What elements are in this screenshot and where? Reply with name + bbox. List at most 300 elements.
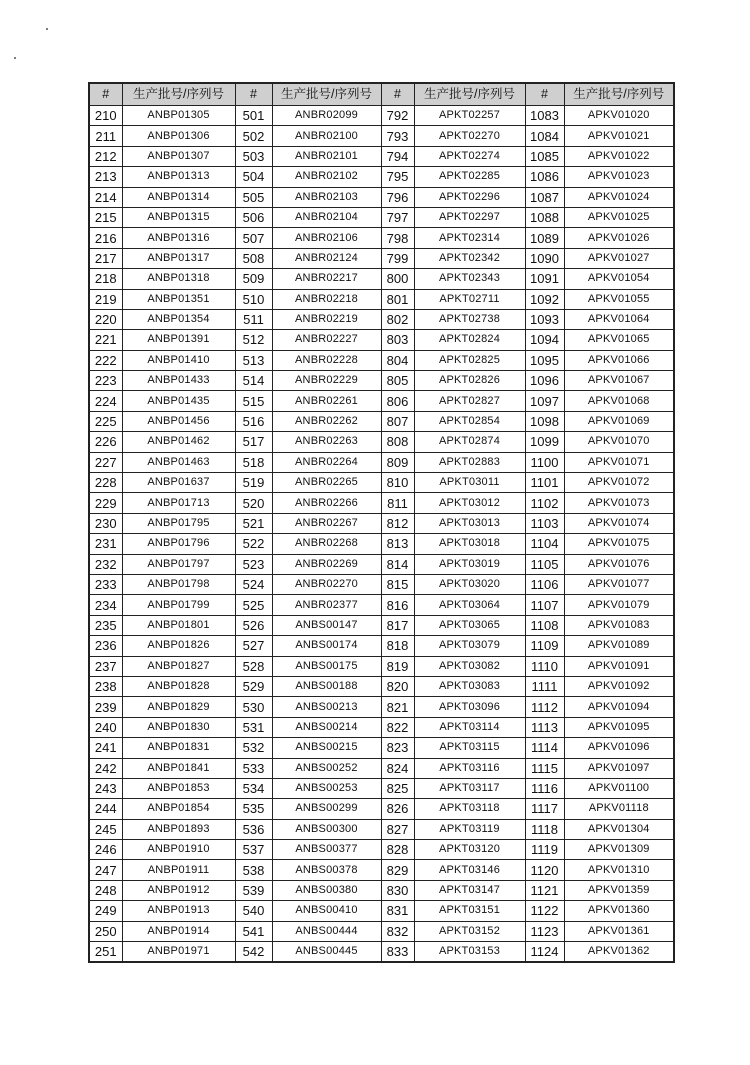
row-number-cell: 1093 [525, 309, 564, 329]
batch-serial-cell: ANBP01797 [122, 554, 235, 574]
table-row [89, 473, 674, 493]
row-number-cell: 1094 [525, 330, 564, 350]
table-header-row [89, 83, 674, 106]
row-number-cell: 825 [381, 778, 414, 798]
row-number-cell: 227 [89, 452, 122, 472]
row-number-cell: 1088 [525, 207, 564, 227]
batch-serial-cell: APKV01025 [564, 207, 674, 227]
batch-serial-cell: APKV01079 [564, 595, 674, 615]
row-number-cell: 1116 [525, 778, 564, 798]
batch-serial-cell: ANBS00378 [272, 860, 381, 880]
header-number: # [525, 83, 564, 106]
batch-serial-cell: APKV01027 [564, 248, 674, 268]
table-row [89, 330, 674, 350]
batch-serial-cell: APKV01361 [564, 921, 674, 941]
row-number-cell: 520 [235, 493, 272, 513]
batch-serial-cell: APKV01083 [564, 615, 674, 635]
batch-serial-cell: ANBP01391 [122, 330, 235, 350]
row-number-cell: 540 [235, 901, 272, 921]
row-number-cell: 514 [235, 371, 272, 391]
batch-serial-cell: APKV01023 [564, 167, 674, 187]
row-number-cell: 237 [89, 656, 122, 676]
row-number-cell: 1109 [525, 636, 564, 656]
row-number-cell: 537 [235, 840, 272, 860]
row-number-cell: 235 [89, 615, 122, 635]
batch-serial-cell: APKT03152 [414, 921, 525, 941]
batch-serial-cell: APKV01097 [564, 758, 674, 778]
row-number-cell: 238 [89, 676, 122, 696]
row-number-cell: 542 [235, 942, 272, 963]
row-number-cell: 1112 [525, 697, 564, 717]
batch-serial-cell: APKT03064 [414, 595, 525, 615]
table-row [89, 799, 674, 819]
batch-serial-cell: APKT03013 [414, 513, 525, 533]
batch-serial-cell: ANBP01351 [122, 289, 235, 309]
batch-serial-cell: ANBP01410 [122, 350, 235, 370]
row-number-cell: 524 [235, 574, 272, 594]
row-number-cell: 528 [235, 656, 272, 676]
row-number-cell: 507 [235, 228, 272, 248]
row-number-cell: 1114 [525, 738, 564, 758]
row-number-cell: 530 [235, 697, 272, 717]
row-number-cell: 1123 [525, 921, 564, 941]
row-number-cell: 525 [235, 595, 272, 615]
row-number-cell: 211 [89, 126, 122, 146]
batch-serial-cell: ANBP01826 [122, 636, 235, 656]
row-number-cell: 527 [235, 636, 272, 656]
row-number-cell: 828 [381, 840, 414, 860]
batch-serial-cell: ANBP01912 [122, 880, 235, 900]
row-number-cell: 824 [381, 758, 414, 778]
batch-serial-cell: ANBR02269 [272, 554, 381, 574]
table-row [89, 309, 674, 329]
row-number-cell: 213 [89, 167, 122, 187]
batch-serial-cell: ANBS00252 [272, 758, 381, 778]
batch-serial-cell: APKT02883 [414, 452, 525, 472]
row-number-cell: 244 [89, 799, 122, 819]
row-number-cell: 248 [89, 880, 122, 900]
batch-serial-cell: APKT03083 [414, 676, 525, 696]
batch-serial-cell: ANBP01831 [122, 738, 235, 758]
batch-serial-cell: ANBR02228 [272, 350, 381, 370]
row-number-cell: 793 [381, 126, 414, 146]
row-number-cell: 1110 [525, 656, 564, 676]
row-number-cell: 1113 [525, 717, 564, 737]
batch-serial-cell: ANBP01637 [122, 473, 235, 493]
batch-serial-cell: ANBR02218 [272, 289, 381, 309]
batch-serial-cell: ANBS00444 [272, 921, 381, 941]
row-number-cell: 503 [235, 146, 272, 166]
batch-serial-cell: ANBS00215 [272, 738, 381, 758]
batch-serial-cell: APKT02738 [414, 309, 525, 329]
row-number-cell: 808 [381, 432, 414, 452]
batch-serial-cell: APKT03018 [414, 534, 525, 554]
batch-serial-cell: APKV01074 [564, 513, 674, 533]
batch-serial-cell: ANBP01913 [122, 901, 235, 921]
row-number-cell: 1111 [525, 676, 564, 696]
table-row [89, 146, 674, 166]
row-number-cell: 1083 [525, 106, 564, 126]
row-number-cell: 531 [235, 717, 272, 737]
batch-serial-cell: ANBP01911 [122, 860, 235, 880]
batch-serial-cell: ANBP01354 [122, 309, 235, 329]
row-number-cell: 827 [381, 819, 414, 839]
row-number-cell: 518 [235, 452, 272, 472]
scan-speck [46, 28, 48, 30]
row-number-cell: 509 [235, 269, 272, 289]
batch-serial-cell: ANBP01971 [122, 942, 235, 963]
row-number-cell: 505 [235, 187, 272, 207]
batch-serial-cell: ANBP01893 [122, 819, 235, 839]
table-row [89, 717, 674, 737]
batch-serial-cell: ANBR02268 [272, 534, 381, 554]
batch-serial-cell: APKT03019 [414, 554, 525, 574]
batch-serial-cell: APKV01064 [564, 309, 674, 329]
batch-serial-cell: ANBS00377 [272, 840, 381, 860]
table-row [89, 921, 674, 941]
row-number-cell: 820 [381, 676, 414, 696]
batch-serial-cell: ANBP01796 [122, 534, 235, 554]
row-number-cell: 809 [381, 452, 414, 472]
batch-serial-cell: APKV01026 [564, 228, 674, 248]
batch-serial-cell: APKV01309 [564, 840, 674, 860]
row-number-cell: 805 [381, 371, 414, 391]
row-number-cell: 814 [381, 554, 414, 574]
batch-serial-cell: APKT03119 [414, 819, 525, 839]
table-row [89, 656, 674, 676]
batch-serial-cell: ANBP01462 [122, 432, 235, 452]
batch-serial-cell: APKT02342 [414, 248, 525, 268]
table-row [89, 574, 674, 594]
batch-serial-cell: APKT02826 [414, 371, 525, 391]
row-number-cell: 1095 [525, 350, 564, 370]
row-number-cell: 242 [89, 758, 122, 778]
table-row [89, 778, 674, 798]
batch-serial-cell: ANBP01318 [122, 269, 235, 289]
batch-serial-cell: ANBS00214 [272, 717, 381, 737]
batch-serial-cell: ANBS00147 [272, 615, 381, 635]
batch-serial-cell: APKV01362 [564, 942, 674, 963]
batch-serial-cell: APKV01065 [564, 330, 674, 350]
row-number-cell: 515 [235, 391, 272, 411]
row-number-cell: 541 [235, 921, 272, 941]
batch-serial-cell: APKT03151 [414, 901, 525, 921]
batch-serial-cell: APKV01054 [564, 269, 674, 289]
row-number-cell: 534 [235, 778, 272, 798]
batch-serial-cell: ANBP01313 [122, 167, 235, 187]
batch-serial-cell: ANBP01306 [122, 126, 235, 146]
row-number-cell: 234 [89, 595, 122, 615]
table-body [89, 106, 674, 963]
batch-serial-cell: ANBR02100 [272, 126, 381, 146]
batch-serial-cell: APKV01094 [564, 697, 674, 717]
table-row [89, 901, 674, 921]
row-number-cell: 220 [89, 309, 122, 329]
batch-serial-cell: ANBP01456 [122, 411, 235, 431]
table-row [89, 452, 674, 472]
batch-serial-cell: ANBS00174 [272, 636, 381, 656]
row-number-cell: 806 [381, 391, 414, 411]
batch-serial-cell: ANBP01914 [122, 921, 235, 941]
row-number-cell: 1106 [525, 574, 564, 594]
batch-serial-cell: ANBR02219 [272, 309, 381, 329]
batch-serial-cell: APKV01073 [564, 493, 674, 513]
batch-serial-cell: ANBP01798 [122, 574, 235, 594]
row-number-cell: 815 [381, 574, 414, 594]
row-number-cell: 251 [89, 942, 122, 963]
table-row [89, 493, 674, 513]
batch-serial-cell: ANBR02266 [272, 493, 381, 513]
row-number-cell: 803 [381, 330, 414, 350]
row-number-cell: 245 [89, 819, 122, 839]
row-number-cell: 535 [235, 799, 272, 819]
row-number-cell: 1098 [525, 411, 564, 431]
batch-serial-cell: APKT03120 [414, 840, 525, 860]
row-number-cell: 1090 [525, 248, 564, 268]
batch-serial-cell: ANBP01829 [122, 697, 235, 717]
row-number-cell: 833 [381, 942, 414, 963]
row-number-cell: 811 [381, 493, 414, 513]
batch-serial-cell: APKT02314 [414, 228, 525, 248]
batch-serial-cell: ANBP01314 [122, 187, 235, 207]
row-number-cell: 241 [89, 738, 122, 758]
row-number-cell: 250 [89, 921, 122, 941]
row-number-cell: 216 [89, 228, 122, 248]
row-number-cell: 1084 [525, 126, 564, 146]
batch-serial-cell: APKT02825 [414, 350, 525, 370]
batch-serial-cell: APKT03096 [414, 697, 525, 717]
row-number-cell: 800 [381, 269, 414, 289]
row-number-cell: 519 [235, 473, 272, 493]
row-number-cell: 826 [381, 799, 414, 819]
table-row [89, 411, 674, 431]
batch-serial-cell: APKT03118 [414, 799, 525, 819]
batch-serial-cell: APKV01077 [564, 574, 674, 594]
table-row [89, 819, 674, 839]
batch-serial-cell: ANBP01795 [122, 513, 235, 533]
batch-serial-cell: APKV01072 [564, 473, 674, 493]
row-number-cell: 819 [381, 656, 414, 676]
table-row [89, 126, 674, 146]
batch-serial-cell: ANBR02103 [272, 187, 381, 207]
batch-serial-cell: ANBR02270 [272, 574, 381, 594]
row-number-cell: 798 [381, 228, 414, 248]
table-row [89, 167, 674, 187]
row-number-cell: 232 [89, 554, 122, 574]
batch-serial-cell: ANBR02102 [272, 167, 381, 187]
row-number-cell: 501 [235, 106, 272, 126]
batch-serial-cell: ANBS00410 [272, 901, 381, 921]
batch-serial-cell: ANBP01854 [122, 799, 235, 819]
row-number-cell: 1124 [525, 942, 564, 963]
table-row [89, 738, 674, 758]
row-number-cell: 1100 [525, 452, 564, 472]
table-row [89, 432, 674, 452]
row-number-cell: 797 [381, 207, 414, 227]
row-number-cell: 1101 [525, 473, 564, 493]
batch-serial-cell: ANBR02261 [272, 391, 381, 411]
row-number-cell: 796 [381, 187, 414, 207]
row-number-cell: 221 [89, 330, 122, 350]
row-number-cell: 1117 [525, 799, 564, 819]
row-number-cell: 1086 [525, 167, 564, 187]
batch-serial-cell: APKV01310 [564, 860, 674, 880]
row-number-cell: 1085 [525, 146, 564, 166]
batch-serial-cell: APKT03153 [414, 942, 525, 963]
row-number-cell: 1099 [525, 432, 564, 452]
batch-serial-table [88, 82, 675, 963]
row-number-cell: 522 [235, 534, 272, 554]
batch-serial-cell: ANBR02263 [272, 432, 381, 452]
row-number-cell: 1092 [525, 289, 564, 309]
table-row [89, 860, 674, 880]
batch-serial-cell: APKV01076 [564, 554, 674, 574]
row-number-cell: 236 [89, 636, 122, 656]
batch-serial-cell: APKV01021 [564, 126, 674, 146]
batch-serial-cell: ANBP01316 [122, 228, 235, 248]
row-number-cell: 794 [381, 146, 414, 166]
batch-serial-cell: ANBP01305 [122, 106, 235, 126]
batch-serial-cell: ANBR02267 [272, 513, 381, 533]
table-row [89, 106, 674, 126]
batch-serial-cell: APKT02343 [414, 269, 525, 289]
batch-serial-cell: APKT02297 [414, 207, 525, 227]
table-row [89, 207, 674, 227]
batch-serial-cell: APKT03116 [414, 758, 525, 778]
row-number-cell: 225 [89, 411, 122, 431]
batch-serial-cell: APKT03117 [414, 778, 525, 798]
batch-serial-cell: ANBS00188 [272, 676, 381, 696]
batch-serial-cell: APKV01118 [564, 799, 674, 819]
batch-serial-cell: ANBP01853 [122, 778, 235, 798]
row-number-cell: 812 [381, 513, 414, 533]
row-number-cell: 529 [235, 676, 272, 696]
row-number-cell: 804 [381, 350, 414, 370]
row-number-cell: 246 [89, 840, 122, 860]
batch-serial-cell: ANBS00445 [272, 942, 381, 963]
header-batch-serial: 生产批号/序列号 [564, 83, 674, 106]
batch-serial-cell: APKV01066 [564, 350, 674, 370]
row-number-cell: 1121 [525, 880, 564, 900]
batch-serial-cell: ANBP01799 [122, 595, 235, 615]
batch-serial-cell: APKT03011 [414, 473, 525, 493]
row-number-cell: 818 [381, 636, 414, 656]
batch-serial-cell: APKV01071 [564, 452, 674, 472]
row-number-cell: 247 [89, 860, 122, 880]
batch-serial-cell: APKV01067 [564, 371, 674, 391]
row-number-cell: 1120 [525, 860, 564, 880]
batch-serial-cell: ANBS00253 [272, 778, 381, 798]
row-number-cell: 1108 [525, 615, 564, 635]
row-number-cell: 807 [381, 411, 414, 431]
batch-serial-cell: APKV01068 [564, 391, 674, 411]
row-number-cell: 532 [235, 738, 272, 758]
batch-serial-cell: ANBP01433 [122, 371, 235, 391]
table-row [89, 187, 674, 207]
batch-serial-cell: APKV01359 [564, 880, 674, 900]
batch-serial-cell: ANBP01315 [122, 207, 235, 227]
row-number-cell: 516 [235, 411, 272, 431]
batch-serial-cell: APKV01075 [564, 534, 674, 554]
row-number-cell: 533 [235, 758, 272, 778]
row-number-cell: 831 [381, 901, 414, 921]
row-number-cell: 830 [381, 880, 414, 900]
batch-serial-cell: APKV01024 [564, 187, 674, 207]
table-row [89, 371, 674, 391]
batch-serial-cell: ANBP01463 [122, 452, 235, 472]
row-number-cell: 508 [235, 248, 272, 268]
batch-serial-cell: ANBR02229 [272, 371, 381, 391]
row-number-cell: 228 [89, 473, 122, 493]
row-number-cell: 813 [381, 534, 414, 554]
batch-serial-cell: ANBP01317 [122, 248, 235, 268]
batch-serial-cell: APKV01089 [564, 636, 674, 656]
row-number-cell: 217 [89, 248, 122, 268]
table-row [89, 228, 674, 248]
batch-serial-cell: ANBS00175 [272, 656, 381, 676]
row-number-cell: 1102 [525, 493, 564, 513]
batch-serial-cell: APKV01360 [564, 901, 674, 921]
batch-serial-cell: ANBR02101 [272, 146, 381, 166]
row-number-cell: 222 [89, 350, 122, 370]
row-number-cell: 792 [381, 106, 414, 126]
batch-serial-cell: APKT02270 [414, 126, 525, 146]
batch-serial-cell: ANBR02377 [272, 595, 381, 615]
header-batch-serial: 生产批号/序列号 [414, 83, 525, 106]
table-row [89, 391, 674, 411]
table-row [89, 248, 674, 268]
batch-serial-cell: APKT03147 [414, 880, 525, 900]
row-number-cell: 822 [381, 717, 414, 737]
batch-serial-cell: ANBP01828 [122, 676, 235, 696]
batch-serial-cell: ANBR02099 [272, 106, 381, 126]
row-number-cell: 521 [235, 513, 272, 533]
batch-serial-cell: APKT02274 [414, 146, 525, 166]
row-number-cell: 1097 [525, 391, 564, 411]
batch-serial-cell: APKT03065 [414, 615, 525, 635]
batch-serial-cell: APKT03012 [414, 493, 525, 513]
row-number-cell: 536 [235, 819, 272, 839]
row-number-cell: 504 [235, 167, 272, 187]
row-number-cell: 817 [381, 615, 414, 635]
row-number-cell: 239 [89, 697, 122, 717]
row-number-cell: 513 [235, 350, 272, 370]
batch-serial-cell: APKV01304 [564, 819, 674, 839]
batch-serial-cell: APKV01022 [564, 146, 674, 166]
batch-serial-cell: ANBP01713 [122, 493, 235, 513]
row-number-cell: 1091 [525, 269, 564, 289]
batch-serial-cell: ANBR02217 [272, 269, 381, 289]
table-row [89, 840, 674, 860]
batch-serial-cell: ANBS00380 [272, 880, 381, 900]
row-number-cell: 517 [235, 432, 272, 452]
batch-serial-cell: APKV01069 [564, 411, 674, 431]
batch-serial-cell: APKT03082 [414, 656, 525, 676]
header-batch-serial: 生产批号/序列号 [272, 83, 381, 106]
row-number-cell: 240 [89, 717, 122, 737]
batch-serial-cell: ANBP01801 [122, 615, 235, 635]
batch-serial-cell: APKT02854 [414, 411, 525, 431]
row-number-cell: 231 [89, 534, 122, 554]
batch-serial-cell: ANBP01827 [122, 656, 235, 676]
table-row [89, 269, 674, 289]
row-number-cell: 214 [89, 187, 122, 207]
batch-serial-cell: APKV01055 [564, 289, 674, 309]
table-row [89, 880, 674, 900]
row-number-cell: 821 [381, 697, 414, 717]
row-number-cell: 210 [89, 106, 122, 126]
batch-serial-cell: ANBR02262 [272, 411, 381, 431]
